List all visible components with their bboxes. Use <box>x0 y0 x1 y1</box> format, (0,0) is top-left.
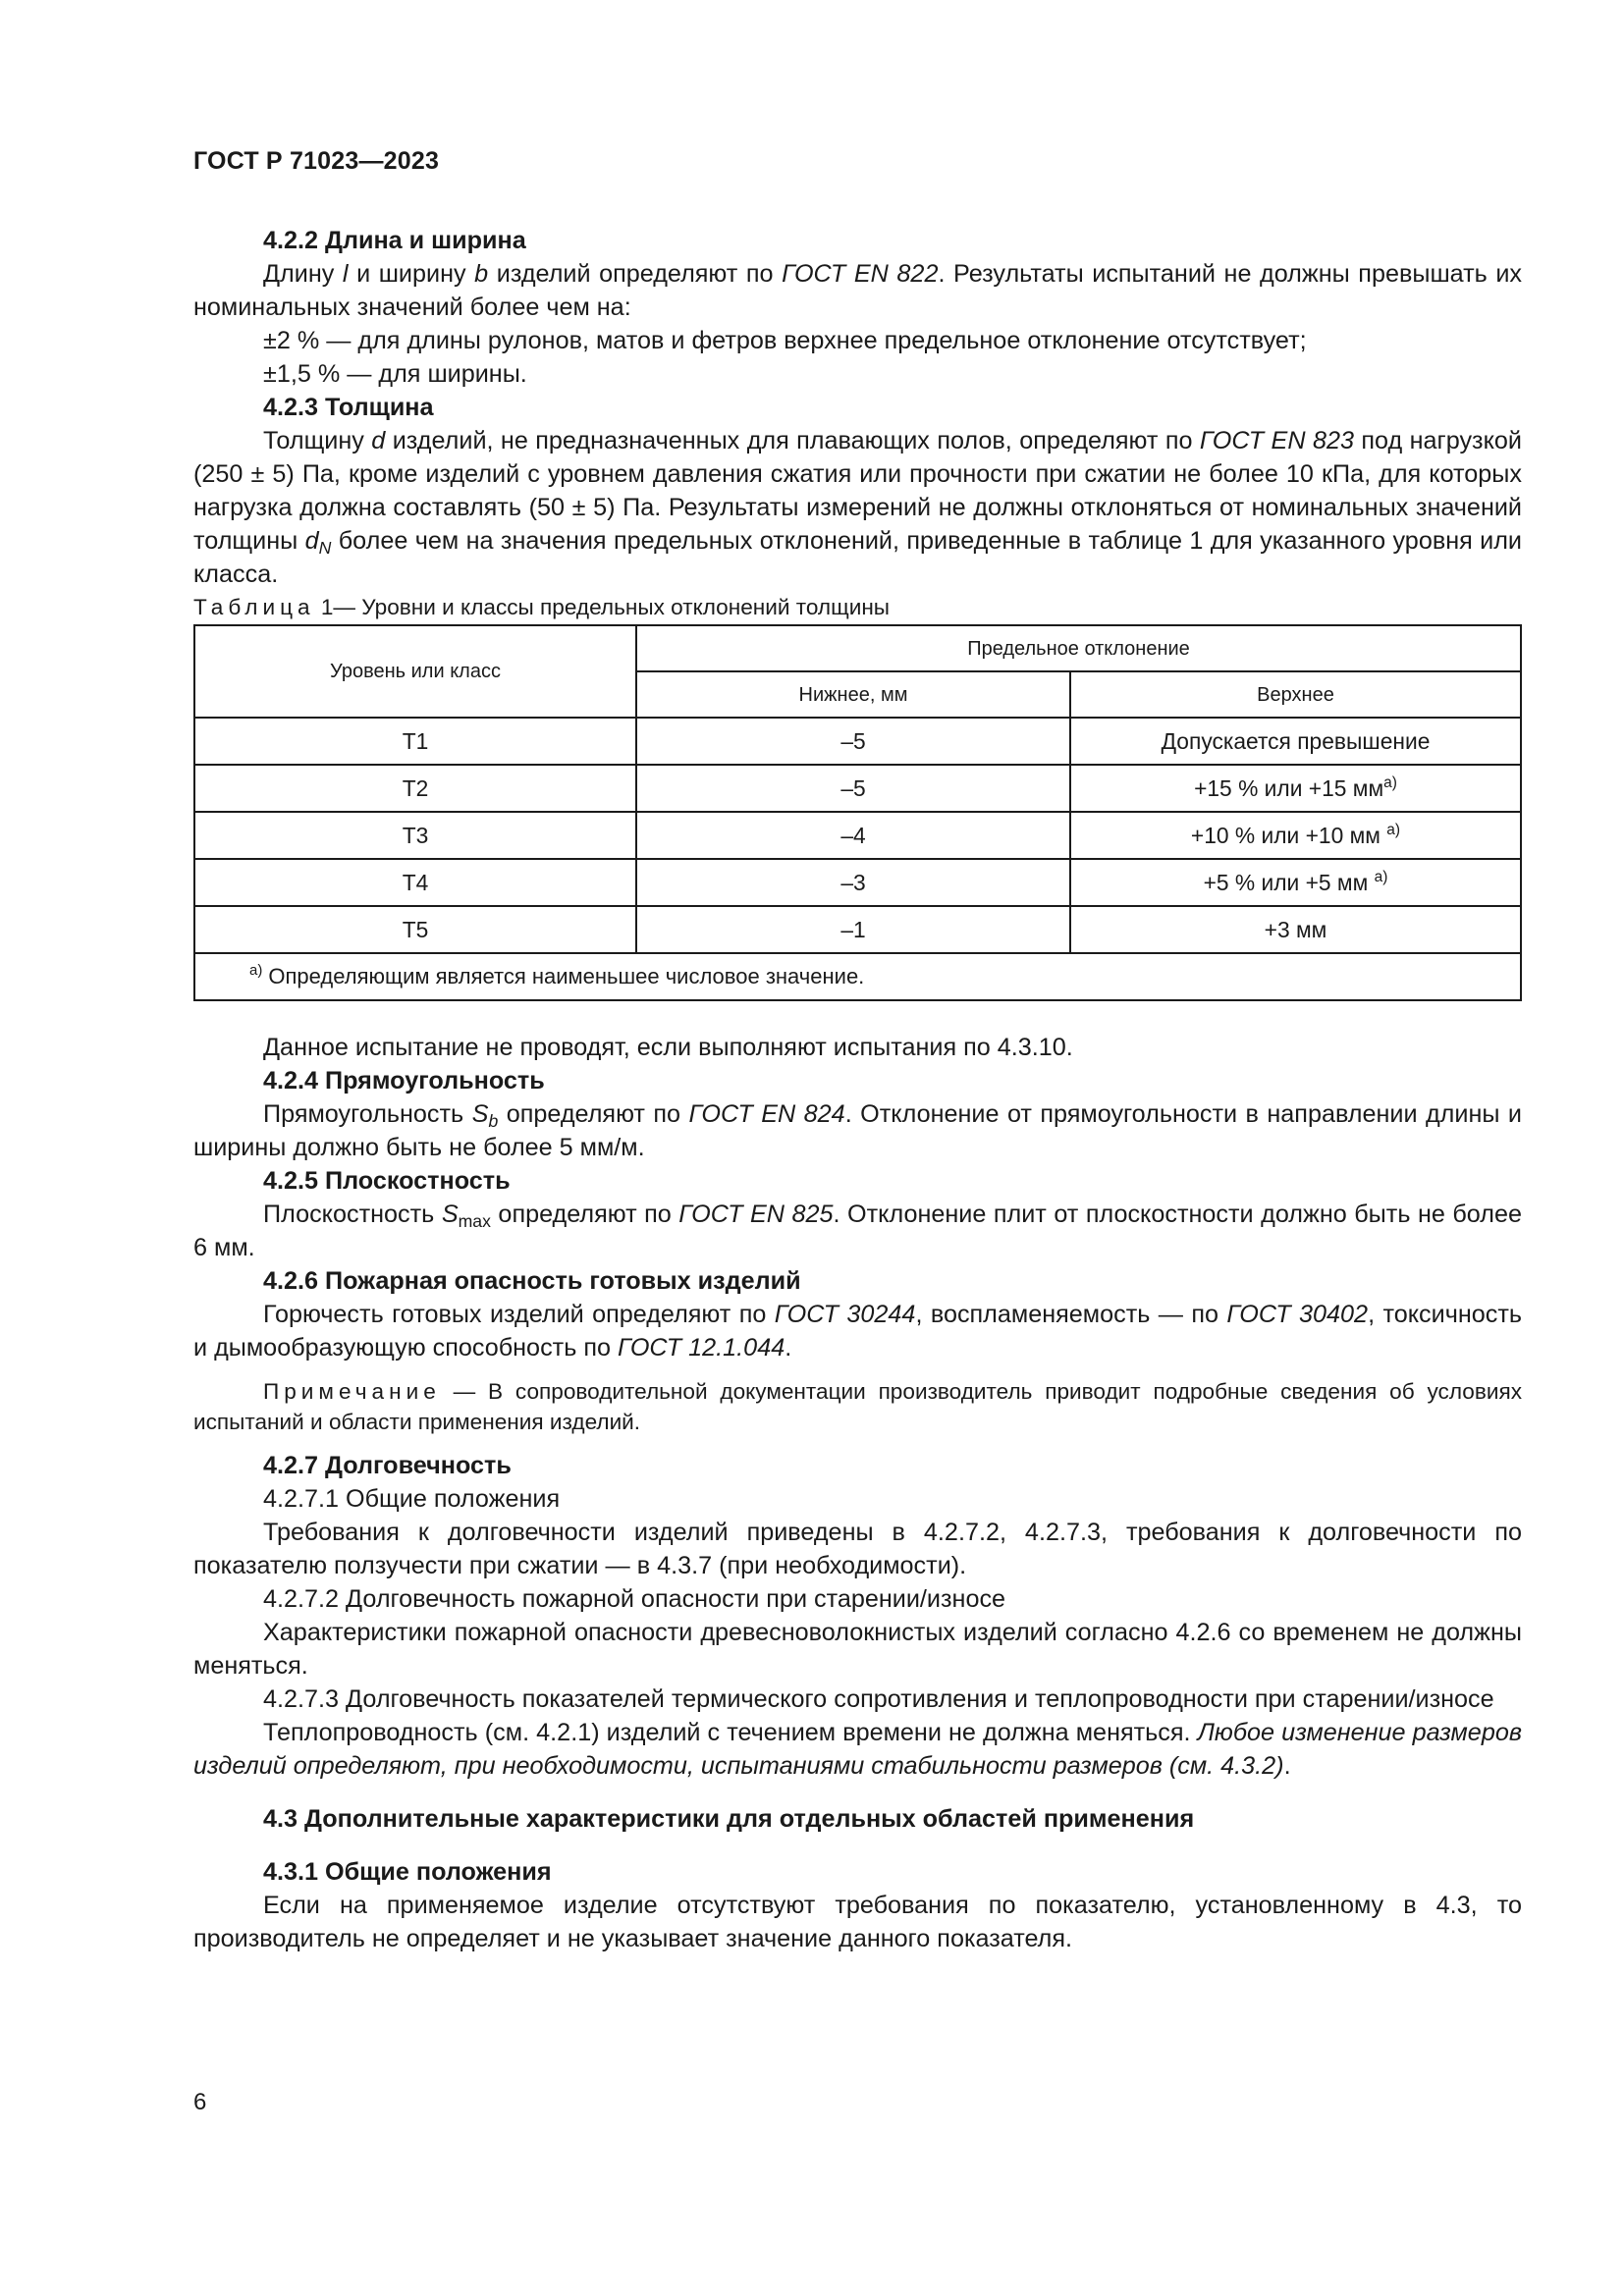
table-footnote: $^{а)}$ Определяющим является наименьшее числовое значение. <box>194 953 1521 1000</box>
section-4-2-5-title: 4.2.5 Плоскостность <box>263 1167 511 1195</box>
section-4-2-2-text: Длину l и ширину b изделий определяют по ГОСТ EN 822. Результаты испытаний не должны превышать их номинальных значений более чем на: <box>193 260 1523 321</box>
note: Примечание — В сопроводительной документации производитель приводит подробные сведения об условиях испытаний и области применения изделий. <box>193 1379 1522 1434</box>
column-header-deviation: Предельное отклонение <box>636 625 1521 671</box>
table-row: T1 –5 Допускается превышение <box>194 718 1521 765</box>
section-4-3-1-text: Если на применяемое изделие отсутствуют требования по показателю, установленному в 4.3, то производитель не определяет и не указывает значение данного показателя. <box>193 1892 1522 1952</box>
table-row: T5 –1 +3 мм <box>194 906 1521 953</box>
reference-gost-en-822: ГОСТ EN 822 <box>782 260 939 288</box>
column-header-lower: Нижнее, мм <box>636 671 1070 718</box>
column-header-level: Уровень или класс <box>194 625 636 718</box>
table-row: T2 –5 +15 % или +15 $мм^{а)}$ <box>194 765 1521 812</box>
column-header-upper: Верхнее <box>1070 671 1521 718</box>
reference-gost-12-1-044: ГОСТ 12.1.044 <box>617 1334 785 1362</box>
reference-gost-30402: ГОСТ 30402 <box>1226 1301 1369 1328</box>
section-4-2-4-title: 4.2.4 Прямоугольность <box>263 1067 545 1095</box>
section-4-2-7-title: 4.2.7 Долговечность <box>263 1452 512 1479</box>
document-body <box>193 224 1522 1955</box>
table-footnote-row <box>194 953 1521 1000</box>
section-4-2-7-3-text: Теплопроводность (см. 4.2.1) изделий с течением времени не должна меняться. Любое изменение размеров изделий определяют, при необходимости, испытаниями стабильности размеров (см. 4.3.2). <box>193 1719 1522 1780</box>
thickness-tolerance-table <box>193 624 1522 1001</box>
section-4-2-7-2-text: Характеристики пожарной опасности древесноволокнистых изделий согласно 4.2.6 со временем не должны меняться. <box>193 1619 1522 1680</box>
after-table-text: Данное испытание не проводят, если выполняют испытания по 4.3.10. <box>263 1034 1073 1061</box>
reference-gost-en-824: ГОСТ EN 824 <box>688 1100 845 1128</box>
section-4-2-7-2-title: 4.2.7.2 Долговечность пожарной опасности при старении/износе <box>263 1585 1006 1613</box>
section-4-2-5-text: Плоскостность $S_{max}$ определяют по ГОСТ EN 825. Отклонение плит от плоскостности должно быть не более 6 мм. <box>193 1201 1522 1261</box>
reference-gost-en-825: ГОСТ EN 825 <box>678 1201 834 1228</box>
section-4-2-7-1-title: 4.2.7.1 Общие положения <box>263 1485 561 1513</box>
reference-gost-en-823: ГОСТ EN 823 <box>1199 427 1354 454</box>
section-4-2-6-text: Горючесть готовых изделий определяют по ГОСТ 30244, воспламеняемость — по ГОСТ 30402, токсичность и дымообразующую способность по ГОСТ 12.1.044. <box>193 1301 1523 1362</box>
table-row: T3 –4 +10 % или +10 мм $^{а)}$ <box>194 812 1521 859</box>
table-1-caption: Таблица 1— Уровни и классы предельных отклонений толщины <box>193 595 891 619</box>
section-4-2-2-title: 4.2.2 Длина и ширина <box>263 227 526 254</box>
page-number: 6 <box>193 2089 207 2115</box>
section-4-3-1-title: 4.3.1 Общие положения <box>263 1858 552 1886</box>
reference-gost-30244: ГОСТ 30244 <box>774 1301 916 1328</box>
section-4-2-7-1-text: Требования к долговечности изделий приведены в 4.2.7.2, 4.2.7.3, требования к долговечности по показателю ползучести при сжатии — в 4.3.7 (при необходимости). <box>193 1519 1522 1579</box>
section-4-3-title: 4.3 Дополнительные характеристики для отдельных областей применения <box>263 1805 1195 1833</box>
section-4-2-3-title: 4.2.3 Толщина <box>263 394 434 421</box>
section-4-2-6-title: 4.2.6 Пожарная опасность готовых изделий <box>263 1267 801 1295</box>
table-row: T4 –3 +5 % или +5 мм $^{а)}$ <box>194 859 1521 906</box>
section-4-2-7-3-title: 4.2.7.3 Долговечность показателей термического сопротивления и теплопроводности при старении/износе <box>263 1685 1494 1713</box>
document-header: ГОСТ Р 71023—2023 <box>193 147 440 175</box>
length-tolerance-item: ±2 % — для длины рулонов, матов и фетров верхнее предельное отклонение отсутствует; <box>263 327 1307 354</box>
section-4-2-3-text: Толщину d изделий, не предназначенных для плавающих полов, определяют по ГОСТ EN 823 под нагрузкой (250 ± 5) Па, кроме изделий с уровнем давления сжатия или прочности при сжатии не более 10 кПа, для которых нагрузка должна составлять (50 ± 5) Па. Результаты измерений не должны отклоняться от номинальных значений толщины $d_N$ более чем на значения предельных отклонений, приведенные в таблице 1 для указанного уровня или класса. <box>193 427 1522 588</box>
width-tolerance-item: ±1,5 % — для ширины. <box>263 360 527 388</box>
section-4-2-4-text: Прямоугольность $S_b$ определяют по ГОСТ EN 824. Отклонение от прямоугольности в направлении длины и ширины должно быть не более 5 мм/м. <box>193 1100 1522 1161</box>
